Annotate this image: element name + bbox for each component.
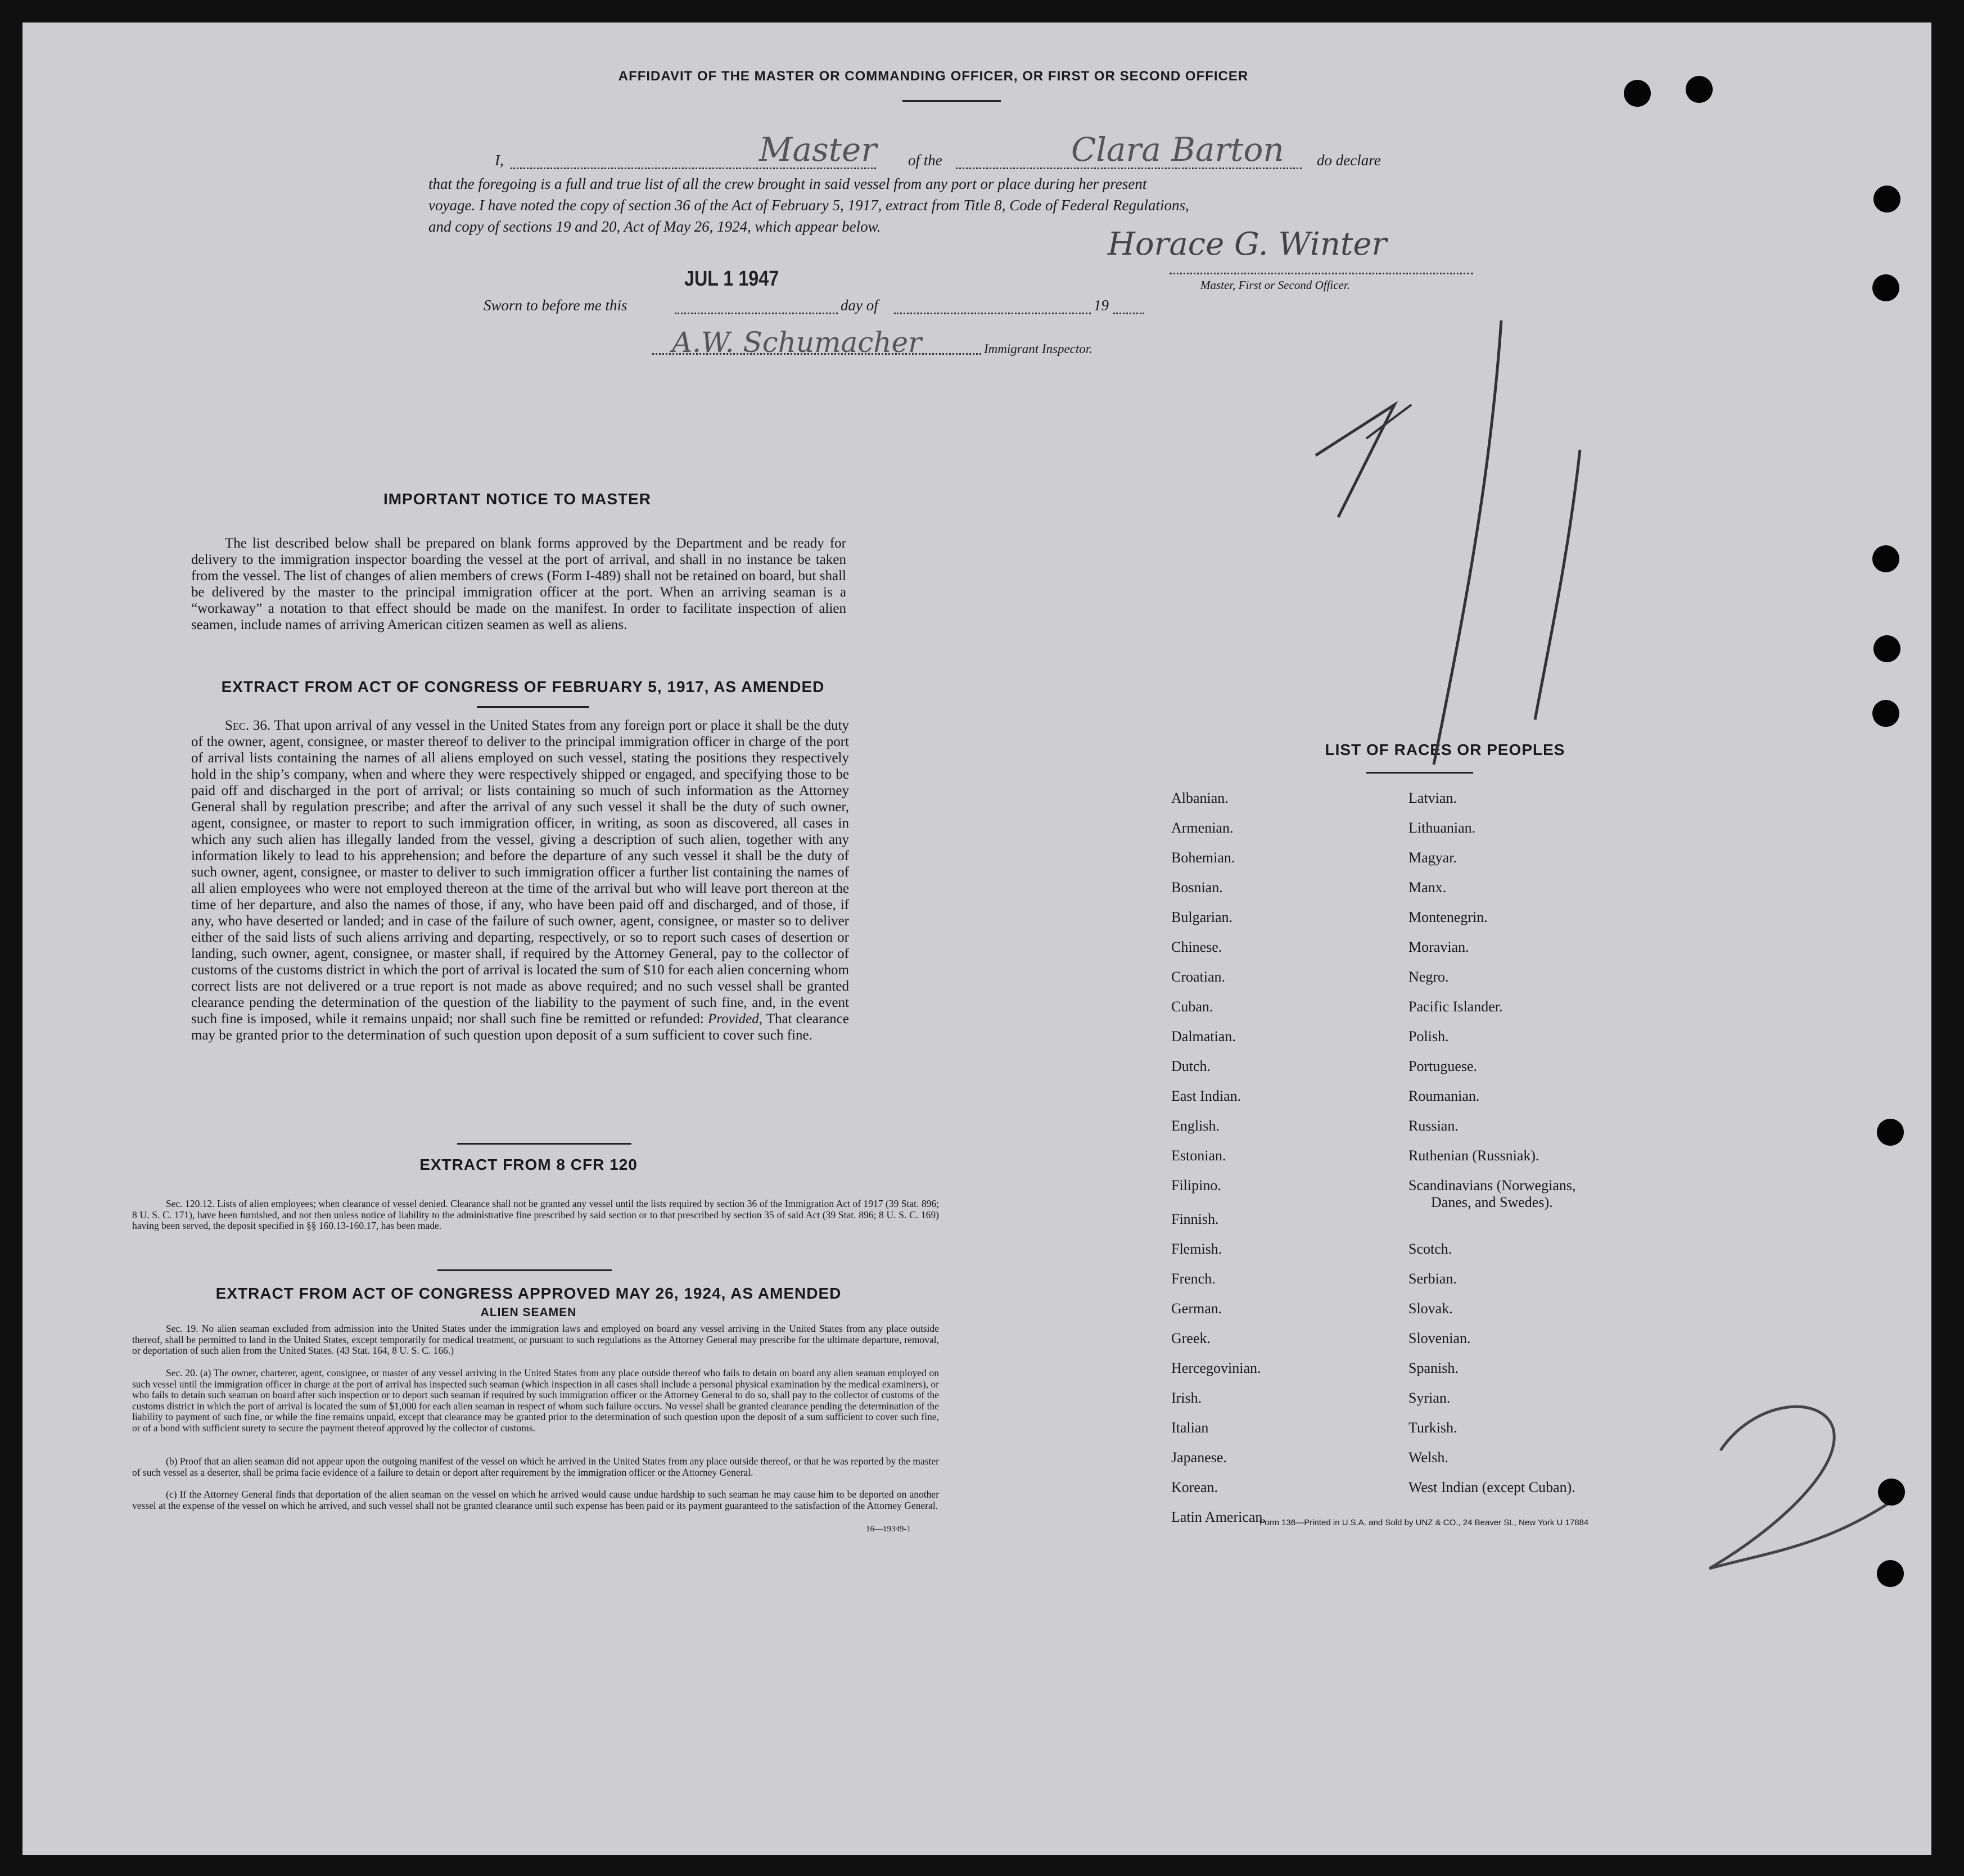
race-right: Pacific Islander.	[1408, 998, 1503, 1015]
affidavit-title: AFFIDAVIT OF THE MASTER OR COMMANDING OFFICER, OR FIRST OR SECOND OFFICER	[618, 69, 1249, 84]
race-right: Montenegrin.	[1408, 909, 1488, 925]
race-left: Croatian.	[1171, 969, 1226, 985]
punch-hole	[1878, 1479, 1905, 1506]
race-left: Chinese.	[1171, 939, 1222, 955]
races-row	[1171, 1479, 1575, 1509]
date-stamp: JUL 1 1947	[684, 267, 779, 291]
document-sheet	[22, 22, 1931, 1855]
race-right	[1408, 1211, 1575, 1241]
extract-1924-top-rule	[437, 1269, 612, 1271]
pen-stroke	[1535, 450, 1580, 720]
provided-term: Provided,	[708, 1011, 762, 1027]
punch-hole	[1872, 700, 1899, 727]
race-right: Moravian.	[1408, 939, 1469, 955]
race-left: German.	[1171, 1300, 1222, 1317]
races-row	[1171, 998, 1575, 1028]
day-of-label: day of	[841, 297, 878, 314]
races-heading: LIST OF RACES OR PEOPLES	[1325, 741, 1565, 758]
race-right: Manx.	[1408, 879, 1447, 896]
races-row	[1171, 1211, 1575, 1241]
race-right-line1: Scandinavians (Norwegians,	[1408, 1177, 1576, 1194]
i-label: I,	[495, 152, 504, 169]
notice-body: The list described below shall be prepared on blank forms approved by the Department and be ready for delivery to the immigration inspector boarding the vessel at the port of arrival, and shall in no instance be taken from the vessel. The list of changes of alien members of crews (Form I-489) shall not be retained on board, but shall be delivered by the master to the principal immigration officer at the port. When an arriving seaman is a “workaway” a notation to that effect should be made on the manifest. In order to facilitate inspection of alien seamen, include names of arriving American citizen seamen as well as aliens.	[191, 536, 846, 632]
race-right: Slovenian.	[1408, 1330, 1471, 1346]
punch-hole	[1872, 545, 1899, 572]
extract-1917-body	[191, 717, 849, 1043]
extract-1924-heading: EXTRACT FROM ACT OF CONGRESS APPROVED MAY 26, 1924, AS AMENDED	[215, 1285, 842, 1302]
punch-hole	[1877, 1119, 1904, 1146]
race-left: East Indian.	[1171, 1088, 1241, 1104]
affidavit-line2: that the foregoing is a full and true list of all the crew brought in said vessel from any port or place during her present	[428, 175, 1147, 192]
pen-stroke	[1709, 1407, 1900, 1568]
race-left: Bosnian.	[1171, 879, 1223, 896]
race-right-line2: Danes, and Swedes).	[1431, 1194, 1553, 1210]
race-left: Korean.	[1171, 1479, 1218, 1495]
race-right: Ruthenian (Russniak).	[1408, 1147, 1539, 1164]
races-row	[1171, 1058, 1575, 1088]
races-row	[1171, 1420, 1575, 1449]
race-right: Polish.	[1408, 1028, 1449, 1045]
year-label: 19	[1094, 297, 1109, 314]
race-right: West Indian (except Cuban).	[1408, 1479, 1575, 1495]
sworn-year-blank	[1113, 313, 1144, 314]
races-row	[1171, 790, 1575, 820]
signature-line	[1170, 273, 1473, 274]
extract-cfr-heading: EXTRACT FROM 8 CFR 120	[419, 1156, 638, 1173]
declare-label: do declare	[1317, 152, 1381, 169]
race-left: Italian	[1171, 1420, 1209, 1436]
alien-seamen-subheading: ALIEN SEAMEN	[480, 1306, 577, 1319]
form-code: 16—19349-1	[866, 1525, 911, 1534]
master-signature: Horace G. Winter	[1108, 226, 1387, 263]
race-right: Slovak.	[1408, 1300, 1453, 1317]
punch-hole	[1873, 186, 1900, 213]
extract-cfr-top-rule	[457, 1143, 631, 1145]
race-left: English.	[1171, 1118, 1220, 1134]
extract-1917-rule	[477, 706, 589, 708]
punch-hole	[1877, 1560, 1904, 1587]
sworn-month-blank	[894, 313, 1091, 314]
sworn-day-blank	[675, 313, 838, 314]
races-table	[1171, 790, 1575, 1539]
races-row	[1171, 879, 1575, 909]
punch-hole	[1624, 80, 1651, 107]
races-row	[1171, 939, 1575, 969]
affidavit-line3: voyage. I have noted the copy of section 36 of the Act of February 5, 1917, extract from Title 8, Code of Federal Regulations,	[428, 197, 1189, 214]
race-left: Filipino.	[1171, 1177, 1221, 1194]
master-handwritten: Master	[759, 130, 877, 169]
race-left: Dutch.	[1171, 1058, 1211, 1074]
sec20a-text: Sec. 20. (a) The owner, charterer, agent, consignee, or master of any vessel arriving in the United States from any place outside thereof who fails to detain on board any alien seaman employed on such vessel until the immigration officer in charge at the port of arrival has inspected such seaman (which inspection in all cases shall include a personal physical examination by the medical examiners), or who fails to detain such seaman on board after such inspection or to deport such seaman if required by such immigration officer or the Attorney General to do so, shall pay to the collector of customs of the customs district in which the port of arrival is located the sum of $1,000 for each alien seaman in respect of whom such failure occurs. No vessel shall be granted clearance pending the determination of the liability to payment of such fine, or while the fine remains unpaid, except that clearance may be granted prior to the determination of such question upon the deposit of a sum sufficient to cover such fine, or of a bond with sufficient surety to secure the payment thereof approved by the collector of customs.	[132, 1367, 939, 1434]
inspector-caption: Immigrant Inspector.	[984, 342, 1092, 356]
punch-hole	[1872, 274, 1899, 301]
race-left: Estonian.	[1171, 1147, 1226, 1164]
race-right: Scotch.	[1408, 1241, 1452, 1257]
of-the-label: of the	[908, 152, 942, 169]
races-row	[1171, 1271, 1575, 1300]
races-row	[1171, 1118, 1575, 1147]
race-right: Turkish.	[1408, 1420, 1457, 1436]
race-right: Negro.	[1408, 969, 1449, 985]
sec36-label: Sec. 36.	[225, 718, 271, 733]
race-right	[1408, 1177, 1575, 1211]
races-row	[1171, 820, 1575, 849]
notice-heading: IMPORTANT NOTICE TO MASTER	[383, 490, 652, 508]
sworn-line	[484, 297, 1181, 319]
handwritten-number-text: 2	[1766, 1484, 1771, 1497]
race-right: Portuguese.	[1408, 1058, 1478, 1074]
race-left: Bohemian.	[1171, 849, 1235, 866]
races-row	[1171, 1028, 1575, 1058]
signature-caption: Master, First or Second Officer.	[1200, 278, 1350, 292]
inspector-signature: A.W. Schumacher	[672, 326, 922, 359]
race-right: Welsh.	[1408, 1449, 1448, 1466]
race-left: Dalmatian.	[1171, 1028, 1236, 1045]
races-row	[1171, 969, 1575, 998]
race-left: Albanian.	[1171, 790, 1229, 806]
punch-hole	[1873, 635, 1900, 662]
form-footer: Form 136—Printed in U.S.A. and Sold by UNZ & CO., 24 Beaver St., New York U 17884	[1259, 1518, 1589, 1527]
race-left: Flemish.	[1171, 1241, 1222, 1257]
race-left: French.	[1171, 1271, 1216, 1287]
race-left: Japanese.	[1171, 1449, 1227, 1466]
race-right: Latvian.	[1408, 790, 1457, 806]
sec20c-text: (c) If the Attorney General finds that deportation of the alien seaman on the vessel on which he arrived would cause undue hardship to such seaman he may cause him to be deported on another vessel at the expense of the vessel on which he arrived, and such vessel shall not be granted clearance until such expense has been paid or its payment guaranteed to the satisfaction of the Attorney General.	[132, 1489, 939, 1511]
handwritten-annotation-mark	[1304, 315, 1614, 776]
race-right: Lithuanian.	[1408, 820, 1476, 836]
sec36-body-a: That upon arrival of any vessel in the United States from any foreign port or place it shall be the duty of the owner, agent, consignee, or master thereof to deliver to the principal immigration officer in charge of the port of arrival lists containing the names of all aliens employed on such vessel, stating the positions they respectively hold in the ship’s company, when and where they were respectively shipped or engaged, and specifying those to be paid off and discharged in the port of arrival; or lists containing so much of such information as the Attorney General shall by regulation prescribe; and after the arrival of any such vessel it shall be the duty of such owner, agent, consignee, or master to report to such immigration officer, in writing, as soon as discovered, all cases in which any such alien has illegally landed from the vessel, giving a description of such alien, together with any information likely to lead to his apprehension; and before the departure of any such vessel it shall be the duty of such owner, agent, consignee, or master to deliver to such immigration officer a further list containing the names of all alien employees who were not employed thereon at the time of the arrival but who will leave port thereon at the time of her departure, and also the names of those, if any, who have been paid off and discharged, and of those, if any, who have deserted or landed; and in case of the failure of such owner, agent, consignee, or master so to deliver either of the said lists of such aliens arriving and departing, respectively, or so to report such cases of desertion or landing, such owner, agent, consignee, or master shall, if required by the Attorney General, pay to the collector of customs of the customs district in which the port of arrival is located the sum of $10 for each alien concerning whom correct lists are not delivered or a true report is not made as above required; and no such vessel shall be granted clearance pending the determination of the question of the liability to the payment of such fine, and, in the event such fine is imposed, while it remains unpaid; nor shall such fine be remitted or refunded:	[191, 718, 849, 1027]
race-right: Magyar.	[1408, 849, 1457, 866]
pen-stroke	[1434, 320, 1501, 765]
races-row	[1171, 1177, 1575, 1211]
race-left: Bulgarian.	[1171, 909, 1233, 925]
races-row	[1171, 1390, 1575, 1420]
race-left: Greek.	[1171, 1330, 1211, 1346]
race-left: Hercegovinian.	[1171, 1360, 1261, 1376]
extract-1917-heading: EXTRACT FROM ACT OF CONGRESS OF FEBRUARY 5, 1917, AS AMENDED	[221, 678, 825, 695]
affidavit-title-rule	[902, 100, 1001, 102]
race-right: Roumanian.	[1408, 1088, 1480, 1104]
sec19-text: Sec. 19. No alien seaman excluded from admission into the United States under the immigration laws and employed on board any vessel arriving in the United States from any place outside thereof, shall be permitted to land in the United States, except temporarily for medical treatment, or pursuant to such regulations as the Attorney General may prescribe for the ultimate departure, removal, or deportation of such alien from the United States. (43 Stat. 164, 8 U. S. C. 166.)	[132, 1323, 939, 1357]
affidavit-line1	[495, 130, 1541, 174]
sec36-body-b: That clearance may be granted prior to the determination of such question upon deposit of a sum sufficient to cover such fine.	[191, 1011, 849, 1043]
punch-hole	[1686, 76, 1713, 103]
races-row	[1171, 1360, 1575, 1390]
sworn-label: Sworn to before me this	[484, 297, 627, 314]
races-row	[1171, 1300, 1575, 1330]
race-left: Latin American.	[1171, 1509, 1266, 1525]
pen-stroke	[1316, 405, 1394, 517]
races-row	[1171, 1330, 1575, 1360]
inspector-line	[652, 353, 981, 355]
race-right: Serbian.	[1408, 1271, 1457, 1287]
affidavit-line4: and copy of sections 19 and 20, Act of May 26, 1924, which appear below.	[428, 218, 881, 235]
sec20b-text: (b) Proof that an alien seaman did not appear upon the outgoing manifest of the vessel on which he arrived in the United States from any place outside thereof, or that he was reported by the master of such vessel as a deserter, shall be prima facie evidence of a failure to detain or deport after requirement by the immigration officer or the Attorney General.	[132, 1455, 939, 1478]
races-row	[1171, 1449, 1575, 1479]
races-row	[1171, 909, 1575, 939]
handwritten-number-mark	[1687, 1383, 1912, 1585]
race-left: Irish.	[1171, 1390, 1202, 1406]
race-right: Russian.	[1408, 1118, 1459, 1134]
race-left: Finnish.	[1171, 1211, 1219, 1227]
handwritten-annotation-text: 7/1	[1333, 416, 1347, 428]
races-row	[1171, 1147, 1575, 1177]
race-left: Cuban.	[1171, 998, 1213, 1015]
race-left: Armenian.	[1171, 820, 1234, 836]
races-row	[1171, 1088, 1575, 1118]
races-row	[1171, 849, 1575, 879]
races-row	[1171, 1241, 1575, 1271]
race-right: Spanish.	[1408, 1360, 1459, 1376]
race-right: Syrian.	[1408, 1390, 1451, 1406]
vessel-handwritten: Clara Barton	[1071, 130, 1284, 169]
extract-cfr-body: Sec. 120.12. Lists of alien employees; when clearance of vessel denied. Clearance shall not be granted any vessel until the lists required by section 36 of the Immigration Act of 1917 (39 Stat. 896; 8 U. S. C. 171), have been furnished, and not then unless notice of liability to the administrative fine prescribed by said section or to that prescribed by section 35 of said Act (39 Stat. 896; 8 U. S. C. 169) having been served, the deposit specified in §§ 160.13-160.17, has been made.	[132, 1198, 939, 1232]
